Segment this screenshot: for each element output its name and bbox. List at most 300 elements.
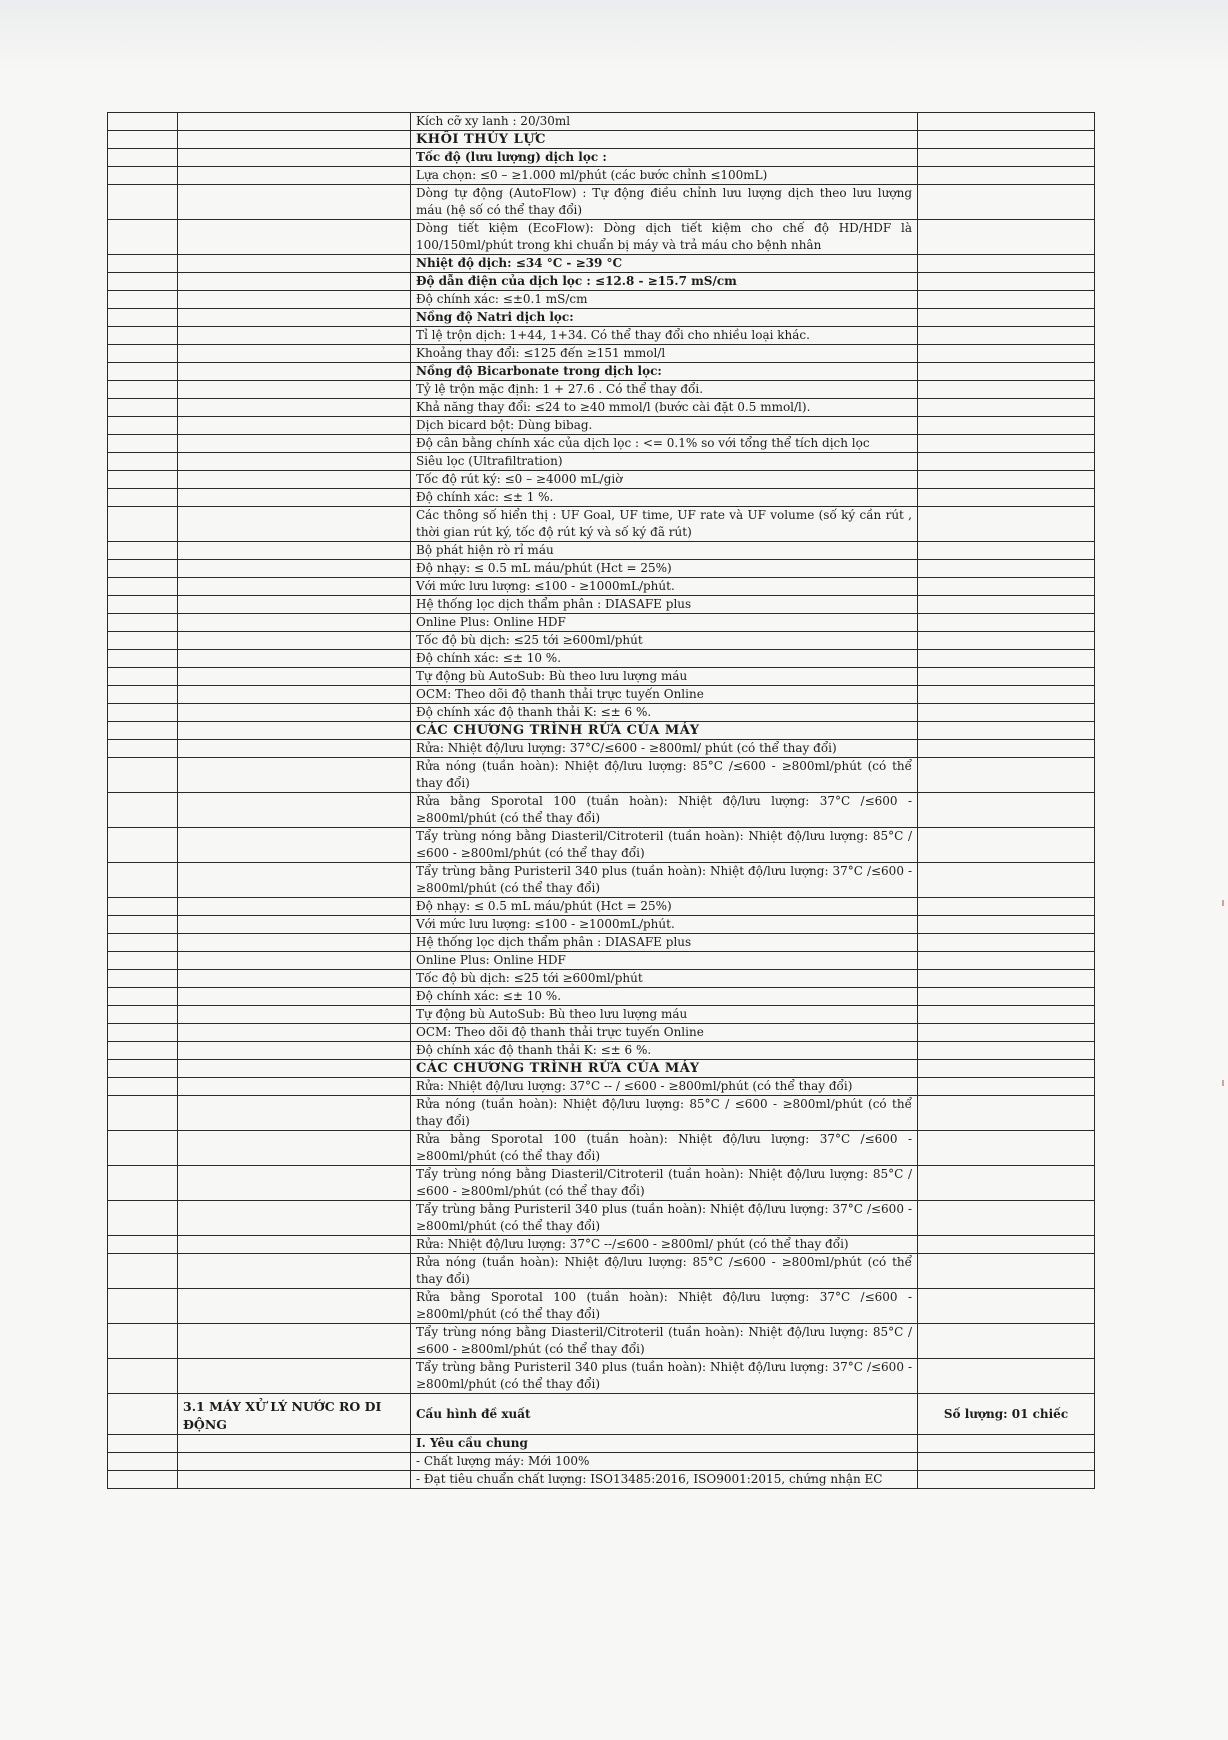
spec-text-cell: - Chất lượng máy: Mới 100% <box>411 1453 918 1471</box>
spec-text-cell: Kích cỡ xy lanh : 20/30ml <box>411 113 918 131</box>
note-cell <box>918 722 1095 740</box>
table-row <box>108 185 1095 220</box>
note-cell <box>918 668 1095 686</box>
table-row <box>108 471 1095 489</box>
item-cell <box>178 614 411 632</box>
spec-text-cell: Tốc độ bù dịch: ≤25 tới ≥600ml/phút <box>411 632 918 650</box>
spec-text-cell: Siêu lọc (Ultrafiltration) <box>411 453 918 471</box>
spec-text-cell: Dịch bicard bột: Dùng bibag. <box>411 417 918 435</box>
index-cell <box>108 363 178 381</box>
spec-text-cell: Rửa nóng (tuần hoàn): Nhiệt độ/lưu lượng: 85°C /≤600 - ≥800ml/phút (có thể thay đổi) <box>411 758 918 793</box>
index-cell <box>108 453 178 471</box>
index-cell <box>108 309 178 327</box>
spec-text-cell: Tẩy trùng nóng bằng Diasteril/Citroteril (tuần hoàn): Nhiệt độ/lưu lượng: 85°C /≤600 - ≥800ml/phút (có thể thay đổi) <box>411 1324 918 1359</box>
item-cell <box>178 828 411 863</box>
index-cell <box>108 1201 178 1236</box>
item-cell <box>178 1131 411 1166</box>
table-row <box>108 399 1095 417</box>
index-cell <box>108 255 178 273</box>
item-cell <box>178 327 411 345</box>
note-cell <box>918 1324 1095 1359</box>
item-cell <box>178 435 411 453</box>
index-cell <box>108 1289 178 1324</box>
index-cell <box>108 1166 178 1201</box>
note-cell <box>918 1131 1095 1166</box>
index-cell <box>108 1236 178 1254</box>
table-row <box>108 793 1095 828</box>
note-cell <box>918 934 1095 952</box>
spec-text-cell: Rửa bằng Sporotal 100 (tuần hoàn): Nhiệt độ/lưu lượng: 37°C /≤600 - ≥800ml/phút (có thể thay đổi) <box>411 1131 918 1166</box>
item-cell <box>178 131 411 149</box>
item-cell <box>178 650 411 668</box>
item-cell <box>178 970 411 988</box>
index-cell <box>108 1006 178 1024</box>
spec-text-cell: Với mức lưu lượng: ≤100 - ≥1000mL/phút. <box>411 916 918 934</box>
note-cell <box>918 596 1095 614</box>
note-cell <box>918 291 1095 309</box>
index-cell <box>108 489 178 507</box>
spec-text-cell: Bộ phát hiện rò rỉ máu <box>411 542 918 560</box>
item-cell <box>178 596 411 614</box>
item-cell <box>178 1166 411 1201</box>
index-cell <box>108 435 178 453</box>
item-cell <box>178 1201 411 1236</box>
index-cell <box>108 542 178 560</box>
note-cell <box>918 381 1095 399</box>
note-cell <box>918 113 1095 131</box>
index-cell <box>108 1131 178 1166</box>
index-cell <box>108 916 178 934</box>
item-cell <box>178 381 411 399</box>
note-cell <box>918 1471 1095 1489</box>
spec-text-cell: Tự động bù AutoSub: Bù theo lưu lượng máu <box>411 1006 918 1024</box>
item-cell <box>178 668 411 686</box>
item-cell <box>178 758 411 793</box>
note-cell <box>918 1078 1095 1096</box>
spec-text-cell: Rửa nóng (tuần hoàn): Nhiệt độ/lưu lượng: 85°C / ≤600 - ≥800ml/phút (có thể thay đổi) <box>411 1096 918 1131</box>
item-cell <box>178 988 411 1006</box>
table-row <box>108 1166 1095 1201</box>
table-row <box>108 1359 1095 1394</box>
spec-text-cell: Độ chính xác: ≤± 10 %. <box>411 650 918 668</box>
note-cell <box>918 758 1095 793</box>
table-row <box>108 1201 1095 1236</box>
table-row <box>108 560 1095 578</box>
table-row <box>108 1453 1095 1471</box>
note-cell <box>918 1254 1095 1289</box>
item-cell <box>178 345 411 363</box>
spec-text-cell: Tẩy trùng bằng Puristeril 340 plus (tuần hoàn): Nhiệt độ/lưu lượng: 37°C /≤600 - ≥800ml/phút (có thể thay đổi) <box>411 1201 918 1236</box>
table-row <box>108 273 1095 291</box>
note-cell <box>918 828 1095 863</box>
spec-text-cell: Online Plus: Online HDF <box>411 952 918 970</box>
note-cell <box>918 1201 1095 1236</box>
table-row <box>108 898 1095 916</box>
table-row <box>108 828 1095 863</box>
index-cell <box>108 273 178 291</box>
item-cell <box>178 1236 411 1254</box>
note-cell <box>918 345 1095 363</box>
note-cell <box>918 1453 1095 1471</box>
table-row <box>108 988 1095 1006</box>
index-cell <box>108 863 178 898</box>
section-header-row <box>108 1394 1095 1435</box>
table-row <box>108 740 1095 758</box>
spec-text-cell: Tẩy trùng bằng Puristeril 340 plus (tuần hoàn): Nhiệt độ/lưu lượng: 37°C /≤600 - ≥800ml/phút (có thể thay đổi) <box>411 863 918 898</box>
index-cell <box>108 113 178 131</box>
note-cell <box>918 578 1095 596</box>
table-row <box>108 596 1095 614</box>
note-cell <box>918 507 1095 542</box>
table-row <box>108 1435 1095 1453</box>
spec-text-cell: Rửa: Nhiệt độ/lưu lượng: 37°C/≤600 - ≥800ml/ phút (có thể thay đổi) <box>411 740 918 758</box>
note-cell <box>918 1024 1095 1042</box>
table-row <box>108 220 1095 255</box>
index-cell <box>108 596 178 614</box>
index-cell <box>108 345 178 363</box>
spec-text-cell: Tẩy trùng bằng Puristeril 340 plus (tuần hoàn): Nhiệt độ/lưu lượng: 37°C /≤600 - ≥800ml/phút (có thể thay đổi) <box>411 1359 918 1394</box>
section-title: 3.1 MÁY XỬ LÝ NƯỚC RO DI ĐỘNG <box>178 1394 411 1435</box>
item-cell <box>178 1471 411 1489</box>
spec-text-cell: - Đạt tiêu chuẩn chất lượng: ISO13485:2016, ISO9001:2015, chứng nhận EC <box>411 1471 918 1489</box>
index-cell <box>108 758 178 793</box>
spec-text-cell: Tốc độ bù dịch: ≤25 tới ≥600ml/phút <box>411 970 918 988</box>
index-cell <box>108 381 178 399</box>
spec-text-cell: Với mức lưu lượng: ≤100 - ≥1000mL/phút. <box>411 578 918 596</box>
note-cell <box>918 1096 1095 1131</box>
index-cell <box>108 291 178 309</box>
item-cell <box>178 399 411 417</box>
table-row <box>108 863 1095 898</box>
note-cell <box>918 327 1095 345</box>
spec-text-cell: Rửa nóng (tuần hoàn): Nhiệt độ/lưu lượng: 85°C /≤600 - ≥800ml/phút (có thể thay đổi) <box>411 1254 918 1289</box>
item-cell <box>178 309 411 327</box>
index-cell <box>108 560 178 578</box>
item-cell <box>178 1324 411 1359</box>
spec-text-cell: Hệ thống lọc dịch thẩm phân : DIASAFE plus <box>411 596 918 614</box>
item-cell <box>178 1024 411 1042</box>
spec-text-cell: Tự động bù AutoSub: Bù theo lưu lượng máu <box>411 668 918 686</box>
table-row <box>108 952 1095 970</box>
spec-text-cell: Nồng độ Bicarbonate trong dịch lọc: <box>411 363 918 381</box>
note-cell <box>918 1236 1095 1254</box>
quantity-label: Số lượng: 01 chiếc <box>918 1394 1095 1435</box>
note-cell <box>918 167 1095 185</box>
index-cell <box>108 686 178 704</box>
item-cell <box>178 1453 411 1471</box>
scan-artifact <box>1222 900 1224 906</box>
table-row <box>108 345 1095 363</box>
table-row <box>108 309 1095 327</box>
note-cell <box>918 1166 1095 1201</box>
scan-artifact <box>1222 1080 1224 1086</box>
index-cell <box>108 1435 178 1453</box>
note-cell <box>918 363 1095 381</box>
index-cell <box>108 1394 178 1435</box>
item-cell <box>178 291 411 309</box>
item-cell <box>178 1096 411 1131</box>
index-cell <box>108 578 178 596</box>
note-cell <box>918 309 1095 327</box>
spec-text-cell: Độ chính xác độ thanh thải K: ≤± 6 %. <box>411 1042 918 1060</box>
item-cell <box>178 632 411 650</box>
index-cell <box>108 131 178 149</box>
index-cell <box>108 1359 178 1394</box>
index-cell <box>108 650 178 668</box>
index-cell <box>108 1254 178 1289</box>
spec-text-cell: Tốc độ rút ký: ≤0 – ≥4000 mL/giờ <box>411 471 918 489</box>
index-cell <box>108 1324 178 1359</box>
specification-table-body <box>108 113 1095 1489</box>
note-cell <box>918 273 1095 291</box>
spec-text-cell: Tẩy trùng nóng bằng Diasteril/Citroteril (tuần hoàn): Nhiệt độ/lưu lượng: 85°C /≤600 - ≥800ml/phút (có thể thay đổi) <box>411 828 918 863</box>
item-cell <box>178 1060 411 1078</box>
table-row <box>108 149 1095 167</box>
table-row <box>108 507 1095 542</box>
spec-text-cell: Độ chính xác độ thanh thải K: ≤± 6 %. <box>411 704 918 722</box>
table-row <box>108 934 1095 952</box>
item-cell <box>178 560 411 578</box>
item-cell <box>178 255 411 273</box>
index-cell <box>108 934 178 952</box>
note-cell <box>918 220 1095 255</box>
spec-text-cell: Nồng độ Natri dịch lọc: <box>411 309 918 327</box>
spec-text-cell: Tỷ lệ trộn mặc định: 1 + 27.6 . Có thể thay đổi. <box>411 381 918 399</box>
table-row <box>108 1078 1095 1096</box>
index-cell <box>108 1042 178 1060</box>
spec-text-cell: KHỐI THỦY LỰC <box>411 131 918 149</box>
table-row <box>108 1131 1095 1166</box>
spec-text-cell: Tẩy trùng nóng bằng Diasteril/Citroteril (tuần hoàn): Nhiệt độ/lưu lượng: 85°C /≤600 - ≥800ml/phút (có thể thay đổi) <box>411 1166 918 1201</box>
index-cell <box>108 149 178 167</box>
spec-text-cell: Độ chính xác: ≤±0.1 mS/cm <box>411 291 918 309</box>
item-cell <box>178 453 411 471</box>
table-row <box>108 1236 1095 1254</box>
note-cell <box>918 399 1095 417</box>
item-cell <box>178 1359 411 1394</box>
note-cell <box>918 471 1095 489</box>
table-row <box>108 131 1095 149</box>
index-cell <box>108 793 178 828</box>
note-cell <box>918 560 1095 578</box>
index-cell <box>108 722 178 740</box>
item-cell <box>178 740 411 758</box>
index-cell <box>108 1024 178 1042</box>
item-cell <box>178 220 411 255</box>
item-cell <box>178 578 411 596</box>
index-cell <box>108 828 178 863</box>
table-row <box>108 1006 1095 1024</box>
item-cell <box>178 722 411 740</box>
spec-text-cell: Dòng tiết kiệm (EcoFlow): Dòng dịch tiết kiệm cho chế độ HD/HDF là 100/150ml/phút trong khi chuẩn bị máy và trả máu cho bệnh nhân <box>411 220 918 255</box>
spec-text-cell: Tỉ lệ trộn dịch: 1+44, 1+34. Có thể thay đổi cho nhiều loại khác. <box>411 327 918 345</box>
index-cell <box>108 185 178 220</box>
table-row <box>108 167 1095 185</box>
table-row <box>108 327 1095 345</box>
item-cell <box>178 1078 411 1096</box>
config-heading: Cấu hình đề xuất <box>411 1394 918 1435</box>
item-cell <box>178 1006 411 1024</box>
index-cell <box>108 399 178 417</box>
table-row <box>108 1042 1095 1060</box>
index-cell <box>108 1060 178 1078</box>
index-cell <box>108 507 178 542</box>
index-cell <box>108 1471 178 1489</box>
item-cell <box>178 149 411 167</box>
index-cell <box>108 970 178 988</box>
spec-text-cell: Rửa: Nhiệt độ/lưu lượng: 37°C -- / ≤600 - ≥800ml/phút (có thể thay đổi) <box>411 1078 918 1096</box>
index-cell <box>108 471 178 489</box>
note-cell <box>918 1006 1095 1024</box>
spec-text-cell: Độ cân bằng chính xác của dịch lọc : <= 0.1% so với tổng thể tích dịch lọc <box>411 435 918 453</box>
spec-text-cell: Tốc độ (lưu lượng) dịch lọc : <box>411 149 918 167</box>
note-cell <box>918 1289 1095 1324</box>
spec-text-cell: Rửa bằng Sporotal 100 (tuần hoàn): Nhiệt độ/lưu lượng: 37°C /≤600 - ≥800ml/phút (có thể thay đổi) <box>411 793 918 828</box>
item-cell <box>178 793 411 828</box>
item-cell <box>178 1289 411 1324</box>
note-cell <box>918 1042 1095 1060</box>
table-row <box>108 758 1095 793</box>
spec-text-cell: I. Yêu cầu chung <box>411 1435 918 1453</box>
note-cell <box>918 1435 1095 1453</box>
item-cell <box>178 898 411 916</box>
note-cell <box>918 898 1095 916</box>
note-cell <box>918 417 1095 435</box>
item-cell <box>178 863 411 898</box>
note-cell <box>918 916 1095 934</box>
index-cell <box>108 952 178 970</box>
table-row <box>108 381 1095 399</box>
table-row <box>108 291 1095 309</box>
note-cell <box>918 435 1095 453</box>
spec-text-cell: Độ nhạy: ≤ 0.5 mL máu/phút (Hct = 25%) <box>411 560 918 578</box>
note-cell <box>918 614 1095 632</box>
spec-text-cell: OCM: Theo dõi độ thanh thải trực tuyến Online <box>411 686 918 704</box>
table-row <box>108 686 1095 704</box>
table-row <box>108 916 1095 934</box>
table-row <box>108 363 1095 381</box>
index-cell <box>108 167 178 185</box>
index-cell <box>108 740 178 758</box>
item-cell <box>178 916 411 934</box>
table-row <box>108 632 1095 650</box>
spec-text-cell: OCM: Theo dõi độ thanh thải trực tuyến Online <box>411 1024 918 1042</box>
table-row <box>108 255 1095 273</box>
item-cell <box>178 1042 411 1060</box>
note-cell <box>918 489 1095 507</box>
note-cell <box>918 793 1095 828</box>
note-cell <box>918 686 1095 704</box>
spec-text-cell: Nhiệt độ dịch: ≤34 °C - ≥39 °C <box>411 255 918 273</box>
spec-text-cell: Rửa bằng Sporotal 100 (tuần hoàn): Nhiệt độ/lưu lượng: 37°C /≤600 - ≥800ml/phút (có thể thay đổi) <box>411 1289 918 1324</box>
spec-text-cell: Khoảng thay đổi: ≤125 đến ≥151 mmol/l <box>411 345 918 363</box>
spec-text-cell: Độ chính xác: ≤± 1 %. <box>411 489 918 507</box>
item-cell <box>178 952 411 970</box>
table-row <box>108 1024 1095 1042</box>
table-row <box>108 1254 1095 1289</box>
item-cell <box>178 489 411 507</box>
table-row <box>108 417 1095 435</box>
note-cell <box>918 131 1095 149</box>
index-cell <box>108 668 178 686</box>
note-cell <box>918 952 1095 970</box>
note-cell <box>918 1359 1095 1394</box>
table-row <box>108 542 1095 560</box>
table-row <box>108 1096 1095 1131</box>
table-row <box>108 435 1095 453</box>
index-cell <box>108 704 178 722</box>
spec-text-cell: Lựa chọn: ≤0 – ≥1.000 ml/phút (các bước chỉnh ≤100mL) <box>411 167 918 185</box>
item-cell <box>178 507 411 542</box>
item-cell <box>178 363 411 381</box>
note-cell <box>918 255 1095 273</box>
table-row <box>108 668 1095 686</box>
table-row <box>108 1289 1095 1324</box>
note-cell <box>918 1060 1095 1078</box>
item-cell <box>178 1254 411 1289</box>
spec-text-cell: Dòng tự động (AutoFlow) : Tự động điều chỉnh lưu lượng dịch theo lưu lượng máu (hệ số có thể thay đổi) <box>411 185 918 220</box>
note-cell <box>918 863 1095 898</box>
index-cell <box>108 417 178 435</box>
index-cell <box>108 327 178 345</box>
index-cell <box>108 1078 178 1096</box>
index-cell <box>108 898 178 916</box>
table-row <box>108 970 1095 988</box>
item-cell <box>178 167 411 185</box>
index-cell <box>108 220 178 255</box>
item-cell <box>178 471 411 489</box>
index-cell <box>108 1096 178 1131</box>
table-row <box>108 614 1095 632</box>
table-row <box>108 453 1095 471</box>
table-row <box>108 1060 1095 1078</box>
spec-text-cell: Online Plus: Online HDF <box>411 614 918 632</box>
index-cell <box>108 632 178 650</box>
table-row <box>108 704 1095 722</box>
spec-text-cell: Rửa: Nhiệt độ/lưu lượng: 37°C --/≤600 - ≥800ml/ phút (có thể thay đổi) <box>411 1236 918 1254</box>
spec-text-cell: Các thông số hiển thị : UF Goal, UF time, UF rate và UF volume (số ký cần rút , thời gian rút ký, tốc độ rút ký và số ký đã rút) <box>411 507 918 542</box>
spec-text-cell: Độ dẫn điện của dịch lọc : ≤12.8 - ≥15.7 mS/cm <box>411 273 918 291</box>
item-cell <box>178 1435 411 1453</box>
spec-text-cell: CÁC CHƯƠNG TRÌNH RỬA CỦA MÁY <box>411 1060 918 1078</box>
specification-table <box>107 112 1095 1489</box>
item-cell <box>178 934 411 952</box>
table-row <box>108 1324 1095 1359</box>
spec-text-cell: Độ chính xác: ≤± 10 %. <box>411 988 918 1006</box>
item-cell <box>178 113 411 131</box>
note-cell <box>918 185 1095 220</box>
spec-text-cell: CÁC CHƯƠNG TRÌNH RỬA CỦA MÁY <box>411 722 918 740</box>
note-cell <box>918 740 1095 758</box>
spec-text-cell: Độ nhạy: ≤ 0.5 mL máu/phút (Hct = 25%) <box>411 898 918 916</box>
note-cell <box>918 453 1095 471</box>
note-cell <box>918 988 1095 1006</box>
spec-text-cell: Hệ thống lọc dịch thẩm phân : DIASAFE plus <box>411 934 918 952</box>
item-cell <box>178 273 411 291</box>
note-cell <box>918 542 1095 560</box>
index-cell <box>108 1453 178 1471</box>
table-row <box>108 722 1095 740</box>
table-row <box>108 650 1095 668</box>
table-row <box>108 489 1095 507</box>
scan-shading <box>0 0 1228 70</box>
item-cell <box>178 686 411 704</box>
note-cell <box>918 650 1095 668</box>
note-cell <box>918 149 1095 167</box>
item-cell <box>178 417 411 435</box>
index-cell <box>108 614 178 632</box>
index-cell <box>108 988 178 1006</box>
